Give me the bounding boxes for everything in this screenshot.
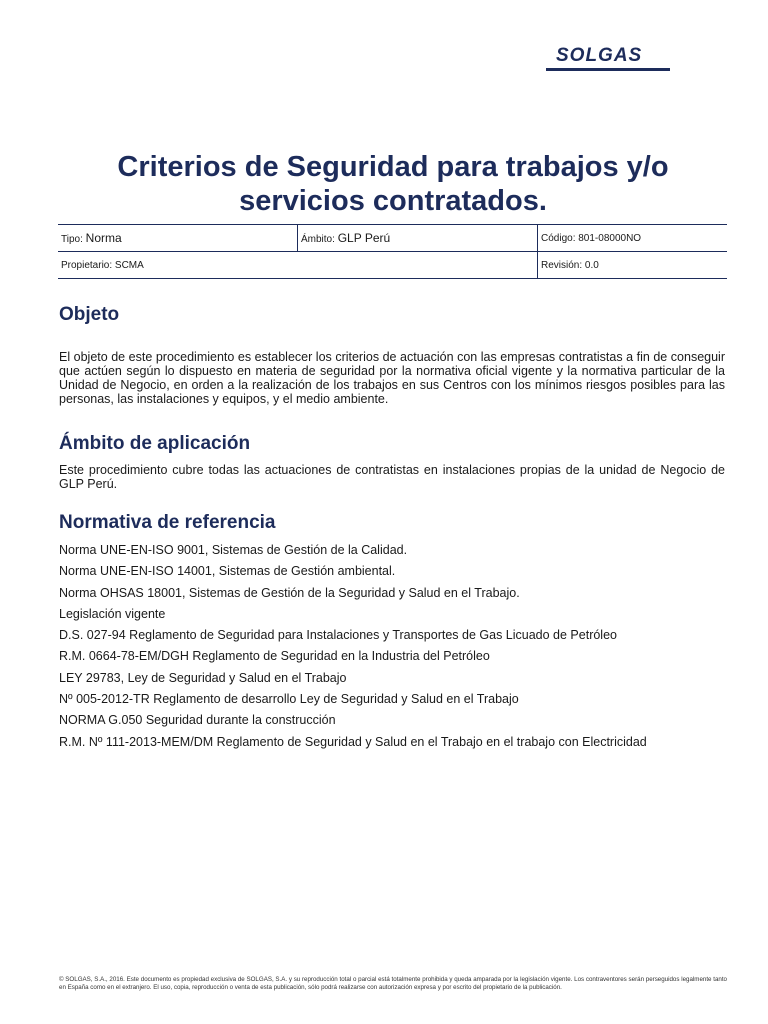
list-item: Norma OHSAS 18001, Sistemas de Gestión de la Seguridad y Salud en el Trabajo. (59, 585, 520, 600)
solgas-logo (546, 44, 670, 72)
meta-row (58, 225, 727, 252)
list-item: R.M. Nº 111-2013-MEM/DM Reglamento de Seguridad y Salud en el Trabajo en el trabajo con Electricidad (59, 734, 647, 749)
meta-propietario-cell (58, 252, 538, 279)
list-item: R.M. 0664-78-EM/DGH Reglamento de Seguridad en la Industria del Petróleo (59, 649, 490, 664)
meta-tipo-value: Norma (85, 231, 122, 245)
list-item: D.S. 027-94 Reglamento de Seguridad para Instalaciones y Transportes de Gas Licuado de Petróleo (59, 628, 617, 643)
list-item: NORMA G.050 Seguridad durante la construcción (59, 713, 336, 728)
logo-text: SOLGAS (556, 45, 643, 66)
paragraph-ambito: Este procedimiento cubre todas las actuaciones de contratistas en instalaciones propias de la unidad de Negocio de GLP Perú. (59, 463, 725, 491)
list-item: Nº 005-2012-TR Reglamento de desarrollo Ley de Seguridad y Salud en el Trabajo (59, 692, 519, 707)
meta-tipo-label: Tipo: (61, 234, 83, 245)
list-item: LEY 29783, Ley de Seguridad y Salud en el Trabajo (59, 670, 347, 685)
paragraph-objeto: El objeto de este procedimiento es establecer los criterios de actuación con las empresas contratistas a fin de conseguir que actúen según lo dispuesto en materia de seguridad por la normativa oficial vigente y la normativa particular de la Unidad de Negocio, en orden a la realización de los trabajos en sus Centros con los mínimos riesgos posibles para las personas, las instalaciones y equipos, y el medio ambiente. (59, 350, 725, 406)
copyright-footer: © SOLGAS, S.A., 2016. Este documento es propiedad exclusiva de SOLGAS, S.A. y su reproducción total o parcial está totalmente prohibida y queda amparada por la legislación vigente. Los contraventores serán perseguidos legalmente tanto en España como en el extranjero. El uso, copia, reproducción o venta de esta publicación, sólo podrá realizarse con autorización expresa y por escrito del propietario de la publicación. (59, 976, 727, 991)
heading-objeto: Objeto (59, 304, 120, 325)
logo-underline (546, 68, 670, 71)
meta-ambito-value: GLP Perú (337, 231, 391, 245)
meta-revision: Revisión: 0.0 (541, 259, 599, 271)
meta-row (58, 252, 727, 279)
list-item: Norma UNE-EN-ISO 9001, Sistemas de Gestión de la Calidad. (59, 543, 408, 557)
title-line-1: Criterios de Seguridad para trabajos y/o (117, 151, 669, 183)
meta-revision-cell (538, 252, 728, 279)
title-line-2: servicios contratados. (239, 185, 547, 217)
meta-ambito-label: Ámbito: (301, 234, 335, 245)
normativa-list (59, 540, 647, 753)
heading-normativa: Normativa de referencia (59, 512, 276, 533)
heading-ambito: Ámbito de aplicación (59, 433, 251, 454)
list-item: Norma UNE-EN-ISO 14001, Sistemas de Gestión ambiental. (59, 564, 396, 579)
document-title (60, 150, 726, 218)
meta-codigo-cell (538, 225, 728, 252)
meta-tipo-cell (58, 225, 298, 252)
meta-propietario: Propietario: SCMA (61, 259, 144, 271)
meta-codigo: Código: 801-08000NO (541, 232, 642, 244)
meta-ambito-cell (298, 225, 538, 252)
document-meta-table (58, 224, 727, 279)
list-item: Legislación vigente (59, 606, 166, 621)
